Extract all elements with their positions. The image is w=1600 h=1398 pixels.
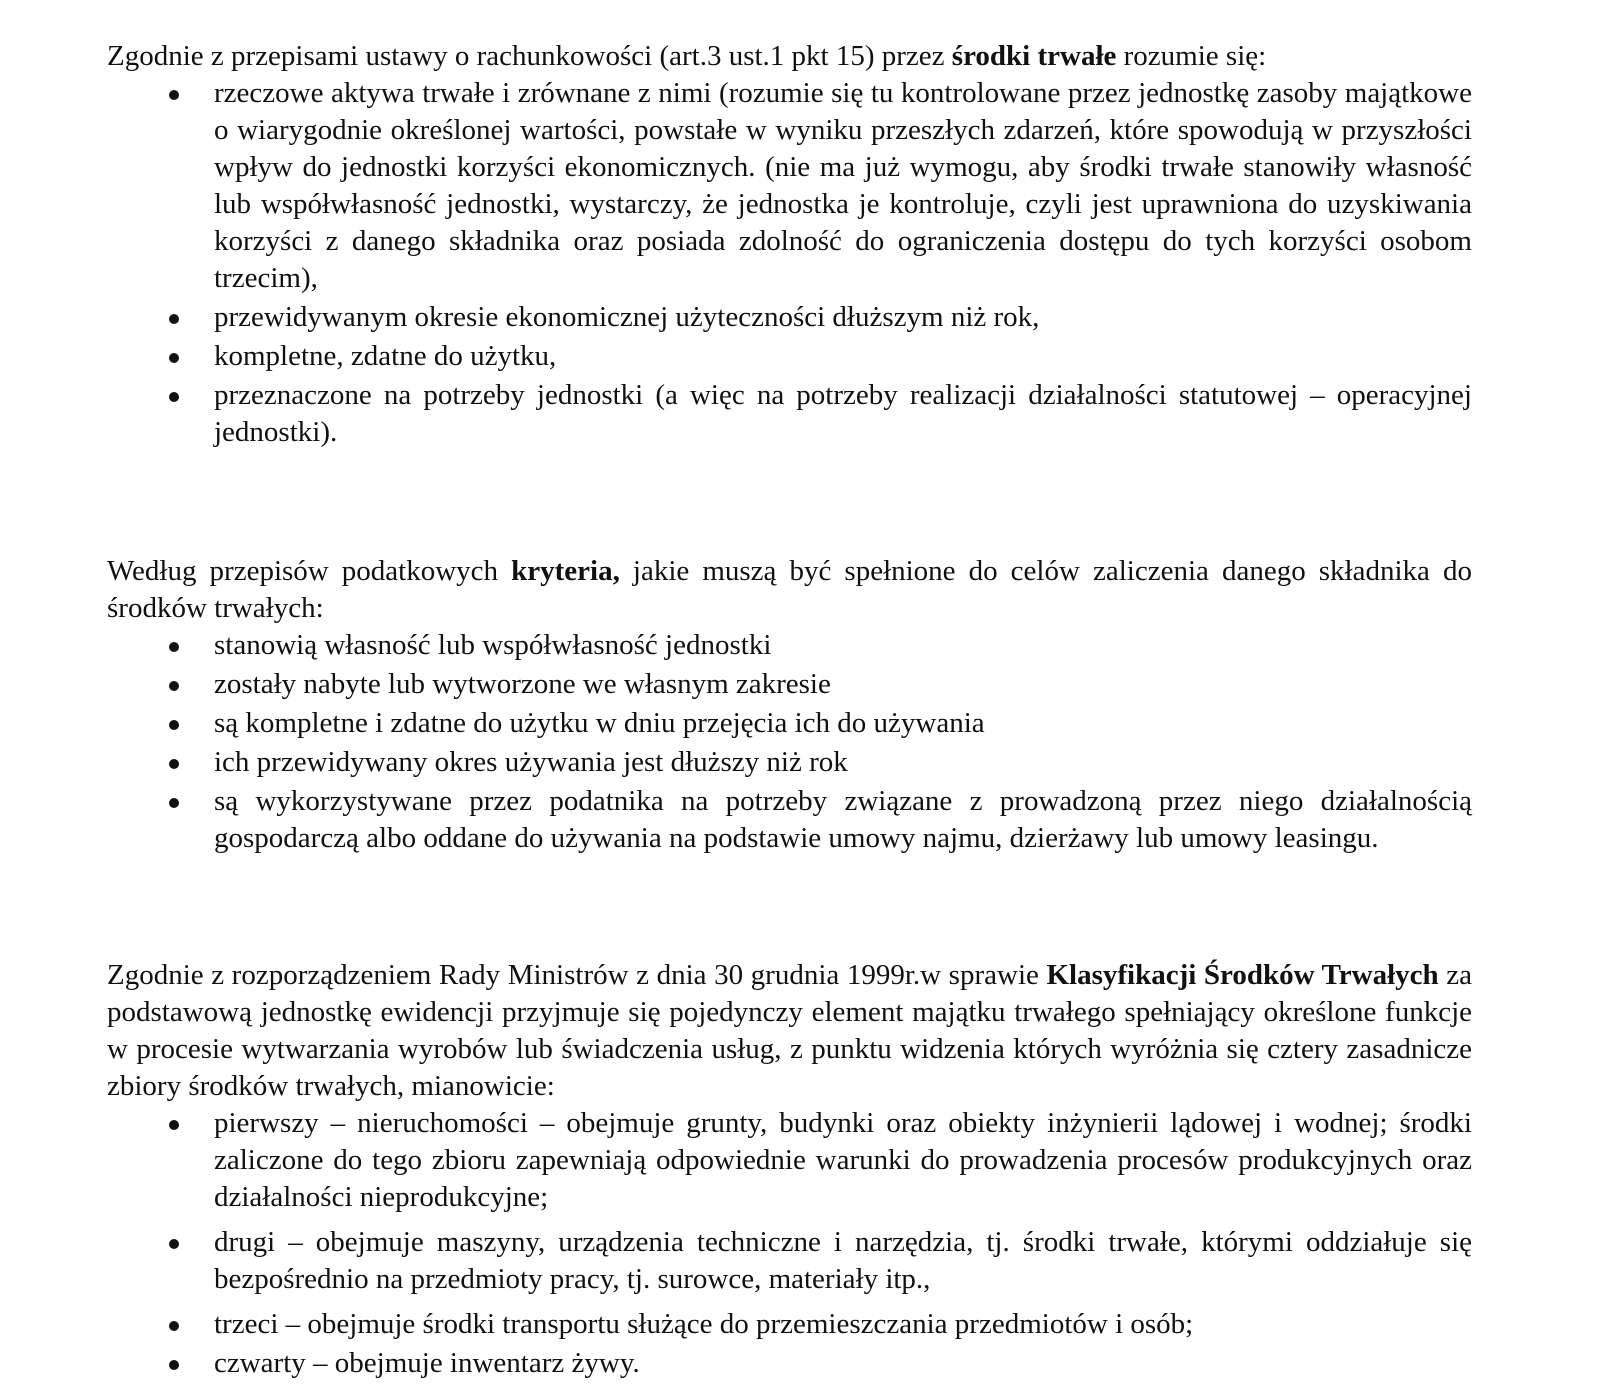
bullet-icon (169, 681, 179, 691)
bullet-icon (169, 1239, 179, 1249)
list-item (107, 1105, 1472, 1216)
list-item (107, 627, 1472, 664)
list-item-text: stanowią własność lub współwłasność jednostki (214, 629, 772, 661)
bullet-list (107, 627, 1472, 857)
list-item-text: ich przewidywany okres używania jest dłuższy niż rok (214, 746, 848, 778)
list-item (107, 705, 1472, 742)
list-item (107, 377, 1472, 451)
document-page (107, 38, 1472, 1382)
bullet-icon (169, 1360, 179, 1370)
list-item-text: zostały nabyte lub wytworzone we własnym zakresie (214, 668, 831, 700)
list-item-text: są wykorzystywane przez podatnika na potrzeby związane z prowadzoną przez niego działalnością gospodarczą albo oddane do używania na podstawie umowy najmu, dzierżawy lub umowy leasingu. (214, 785, 1472, 854)
list-item (107, 744, 1472, 781)
list-item (107, 1345, 1472, 1382)
bullet-icon (169, 1120, 179, 1130)
list-item (107, 666, 1472, 703)
list-item-text: są kompletne i zdatne do użytku w dniu przejęcia ich do używania (214, 707, 985, 739)
intro-text: Według przepisów podatkowych (107, 555, 512, 587)
intro-text: Zgodnie z rozporządzeniem Rady Ministrów z dnia 30 grudnia 1999r.w sprawie (107, 959, 1047, 991)
bullet-icon (169, 798, 179, 808)
bullet-icon (169, 642, 179, 652)
bullet-icon (169, 720, 179, 730)
list-item-text: pierwszy – nieruchomości – obejmuje grunty, budynki oraz obiekty inżynierii lądowej i wodnej; środki zaliczone do tego zbioru zapewniają odpowiednie warunki do prowadzenia procesów produkcyjnych oraz działalności nieprodukcyjne; (214, 1107, 1472, 1213)
list-item-text: przeznaczone na potrzeby jednostki (a więc na potrzeby realizacji działalności statutowej – operacyjnej jednostki). (214, 379, 1472, 448)
list-item (107, 75, 1472, 297)
list-item-text: trzeci – obejmuje środki transportu służące do przemieszczania przedmiotów i osób; (214, 1308, 1194, 1340)
intro-bold-term: Klasyfikacji Środków Trwałych (1046, 959, 1439, 991)
bullet-icon (169, 314, 179, 324)
list-item (107, 299, 1472, 336)
list-item (107, 1306, 1472, 1343)
list-item (107, 783, 1472, 857)
list-item-text: rzeczowe aktywa trwałe i zrównane z nimi (rozumie się tu kontrolowane przez jednostkę zasoby majątkowe o wiarygodnie określonej wartości, powstałe w wyniku przeszłych zdarzeń, które spowodują w przyszłości wpływ do jednostki korzyści ekonomicznych. (nie ma już wymogu, aby środki trwałe stanowiły własność lub współwłasność jednostki, wystarczy, że jednostka je kontroluje, czyli jest uprawniona do uzyskiwania korzyści z danego składnika oraz posiada zdolność do ograniczenia dostępu do tych korzyści osobom trzecim), (214, 77, 1472, 294)
intro-bold-term: kryteria, (511, 555, 620, 587)
bullet-icon (169, 759, 179, 769)
section-tax-criteria (107, 553, 1472, 857)
bullet-icon (169, 90, 179, 100)
bullet-list (107, 1105, 1472, 1382)
intro-text-end: rozumie się: (1116, 40, 1267, 72)
list-item (107, 1224, 1472, 1298)
section-intro (107, 957, 1472, 1105)
bullet-icon (169, 392, 179, 402)
intro-bold-term: środki trwałe (951, 40, 1117, 72)
list-item (107, 338, 1472, 375)
section-intro (107, 38, 1472, 75)
list-item-text: kompletne, zdatne do użytku, (214, 340, 557, 372)
list-item-text: czwarty – obejmuje inwentarz żywy. (214, 1347, 640, 1379)
intro-text-end: za podstawową jednostkę ewidencji przyjmuje się pojedynczy element majątku trwałego spełniający określone funkcje w procesie wytwarzania wyrobów lub świadczenia usług, z punktu widzenia których wyróżnia się cztery zasadnicze zbiory środków trwałych, mianowicie: (107, 959, 1472, 1102)
intro-text-end: jakie muszą być spełnione do celów zaliczenia danego składnika do środków trwałych: (107, 555, 1472, 624)
section-classification (107, 957, 1472, 1382)
bullet-icon (169, 353, 179, 363)
intro-text: Zgodnie z przepisami ustawy o rachunkowości (art.3 ust.1 pkt 15) przez (107, 40, 952, 72)
bullet-icon (169, 1321, 179, 1331)
section-intro (107, 553, 1472, 627)
bullet-list (107, 75, 1472, 451)
section-accounting-definition (107, 38, 1472, 451)
list-item-text: przewidywanym okresie ekonomicznej użyteczności dłuższym niż rok, (214, 301, 1040, 333)
list-item-text: drugi – obejmuje maszyny, urządzenia techniczne i narzędzia, tj. środki trwałe, którymi oddziałuje się bezpośrednio na przedmioty pracy, tj. surowce, materiały itp., (214, 1226, 1472, 1295)
